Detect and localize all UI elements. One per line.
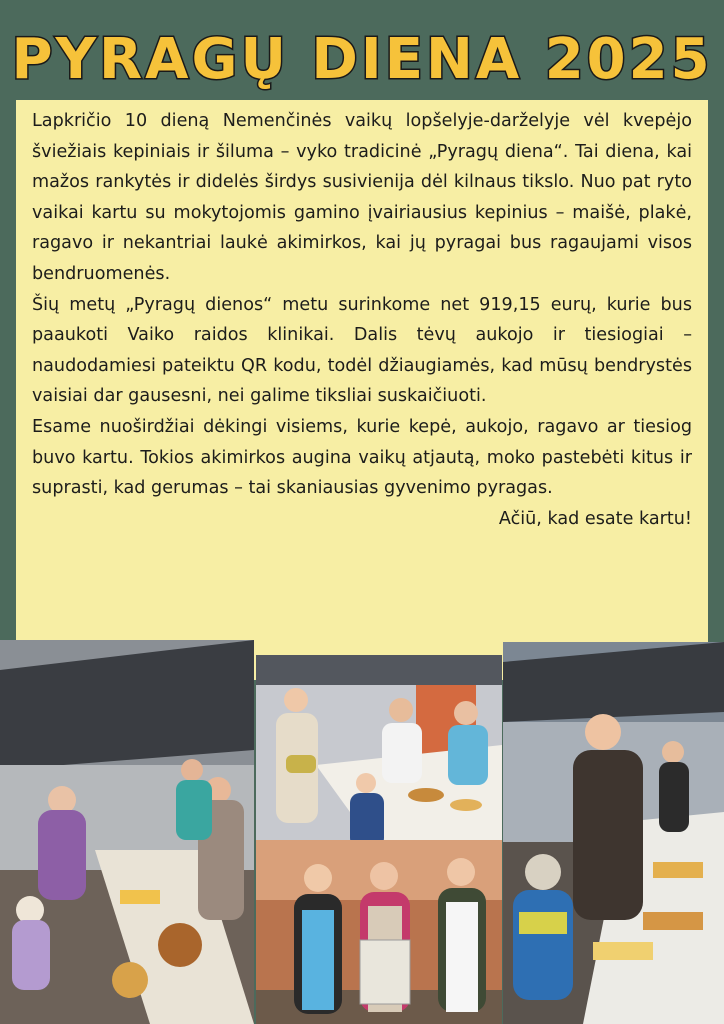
photo-volunteer-group [256,840,502,1024]
paragraph-donation: Šių metų „Pyragų dienos“ metu surinkome net 919,15 eurų, kurie bus paaukoti Vaiko raidos klinikai. Dalis tėvų aukojo ir tiesiogiai – naudodamiesi pateiktu QR kodu, todėl džiaugiamės, kad mūsų bendrystės vaisiai dar gausesni, nei galime tiksliai suskaičiuoti. [32,294,692,407]
page-title [0,20,724,100]
photo-child-at-table [503,642,724,1024]
article-body [32,106,692,534]
page-title-text: PYRAGŲ DIENA 2025 [11,27,713,92]
photo-stall-volunteers [256,655,502,848]
paragraph-intro: Lapkričio 10 dieną Nemenčinės vaikų lopšelyje-darželyje vėl kvepėjo šviežiais kepiniais ir šiluma – vyko tradicinė „Pyragų diena“. Tai diena, kai mažos rankytės ir didelės širdys susivienija dėl kilnaus tikslo. Nuo pat ryto vaikai kartu su mokytojomis gamino įvairiausius kepinius – maišė, plakė, ragavo ir nekantriai laukė akimirkos, kai jų pyragai bus ragaujami visos bendruomenės. [32,111,692,284]
closing-thanks: Ačiū, kad esate kartu! [498,508,692,529]
photo-bake-sale-table [0,640,254,1024]
paragraph-gratitude: Esame nuoširdžiai dėkingi visiems, kurie kepė, aukojo, ragavo ar tiesiog buvo kartu. Tokios akimirkos augina vaikų atjautą, moko pastebėti kitus ir suprasti, kad gerumas – tai skaniausias gyvenimo pyragas. [32,416,692,499]
